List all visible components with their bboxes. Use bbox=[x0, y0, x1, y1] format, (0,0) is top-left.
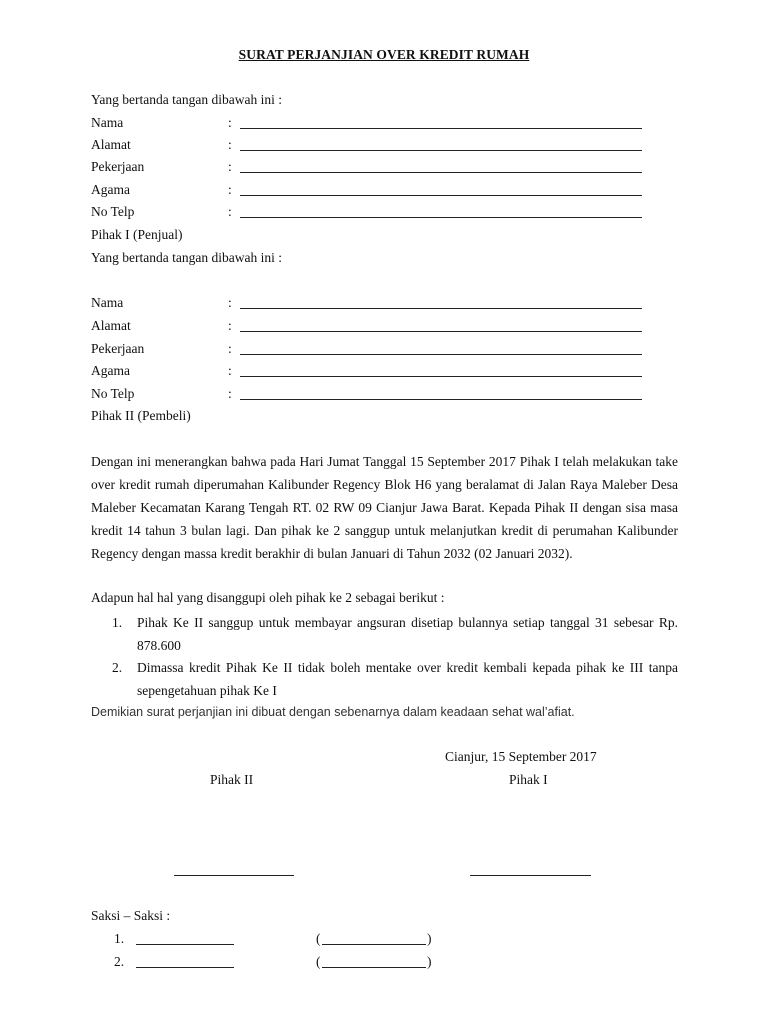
field-blank-line[interactable] bbox=[240, 331, 642, 332]
field-colon: : bbox=[228, 115, 232, 130]
field-label: Alamat bbox=[91, 137, 131, 152]
field-label: Pekerjaan bbox=[91, 159, 145, 174]
field-blank-line[interactable] bbox=[240, 217, 642, 218]
place-date: Cianjur, 15 September 2017 bbox=[445, 749, 597, 764]
term-text: Pihak Ke II sanggup untuk membayar angsuran disetiap bulannya setiap tanggal 31 sebesar Rp. 878.600 bbox=[137, 615, 678, 653]
party2-role: Pihak II (Pembeli) bbox=[91, 408, 191, 423]
field-colon: : bbox=[228, 386, 232, 401]
field-blank-line[interactable] bbox=[240, 376, 642, 377]
field-blank-line[interactable] bbox=[240, 308, 642, 309]
signature-line-pihak-2[interactable] bbox=[174, 875, 294, 876]
witness-number: 2. bbox=[114, 954, 125, 969]
witness-paren-close: ) bbox=[427, 954, 432, 969]
field-colon: : bbox=[228, 318, 232, 333]
letter-title: SURAT PERJANJIAN OVER KREDIT RUMAH bbox=[238, 47, 530, 62]
field-colon: : bbox=[228, 295, 232, 310]
witness-title: Saksi – Saksi : bbox=[91, 908, 171, 923]
field-colon: : bbox=[228, 137, 232, 152]
witness-number: 1. bbox=[114, 931, 125, 946]
term-number: 2. bbox=[112, 660, 123, 675]
terms-intro: Adapun hal hal yang disanggupi oleh pihak ke 2 sebagai berikut : bbox=[91, 590, 445, 605]
field-label: Nama bbox=[91, 295, 124, 310]
field-colon: : bbox=[228, 204, 232, 219]
field-blank-line[interactable] bbox=[240, 195, 642, 196]
closing-statement: Demikian surat perjanjian ini dibuat dengan sebenarnya dalam keadaan sehat wal’afiat. bbox=[91, 705, 575, 719]
party1-role: Pihak I (Penjual) bbox=[91, 227, 183, 242]
field-blank-line[interactable] bbox=[240, 128, 642, 129]
agreement-body-paragraph: Dengan ini menerangkan bahwa pada Hari Jumat Tanggal 15 September 2017 Pihak I telah melakukan take over kredit rumah diperumahan Kalibunder Regency Blok H6 yang beralamat di Jalan Raya Maleber Desa Maleber Kecamatan Karang Tengah RT. 02 RW 09 Cianjur Jawa Barat. Kepada Pihak II dengan sisa masa kredit 14 tahun 3 bulan lagi. Dan pihak ke 2 sanggup untuk melanjutkan kredit di perumahan Kalibunder Regency dengan massa kredit berakhir di bulan Januari di Tahun 2032 (02 Januari 2032). bbox=[91, 454, 678, 562]
field-label: Agama bbox=[91, 182, 130, 197]
witness-name-line[interactable] bbox=[136, 967, 234, 968]
field-label: Agama bbox=[91, 363, 130, 378]
field-label: Pekerjaan bbox=[91, 341, 145, 356]
witness-signature-line[interactable] bbox=[322, 944, 426, 945]
term-text: Dimassa kredit Pihak Ke II tidak boleh mentake over kredit kembali kepada pihak ke III tanpa sepengetahuan pihak Ke I bbox=[137, 660, 678, 698]
witness-signature-line[interactable] bbox=[322, 967, 426, 968]
field-label: Nama bbox=[91, 115, 124, 130]
intro-party-1: Yang bertanda tangan dibawah ini : bbox=[91, 92, 282, 107]
field-blank-line[interactable] bbox=[240, 354, 642, 355]
intro-party-2: Yang bertanda tangan dibawah ini : bbox=[91, 250, 282, 265]
term-number: 1. bbox=[112, 615, 123, 630]
field-label: No Telp bbox=[91, 204, 135, 219]
signature-label-pihak-2: Pihak II bbox=[210, 772, 254, 787]
witness-paren-open: ( bbox=[316, 954, 321, 969]
witness-paren-open: ( bbox=[316, 931, 321, 946]
signature-line-pihak-1[interactable] bbox=[470, 875, 591, 876]
field-blank-line[interactable] bbox=[240, 399, 642, 400]
witness-paren-close: ) bbox=[427, 931, 432, 946]
field-blank-line[interactable] bbox=[240, 172, 642, 173]
field-colon: : bbox=[228, 341, 232, 356]
field-colon: : bbox=[228, 159, 232, 174]
field-blank-line[interactable] bbox=[240, 150, 642, 151]
signature-label-pihak-1: Pihak I bbox=[509, 772, 548, 787]
field-label: Alamat bbox=[91, 318, 131, 333]
field-colon: : bbox=[228, 182, 232, 197]
field-label: No Telp bbox=[91, 386, 135, 401]
witness-name-line[interactable] bbox=[136, 944, 234, 945]
field-colon: : bbox=[228, 363, 232, 378]
